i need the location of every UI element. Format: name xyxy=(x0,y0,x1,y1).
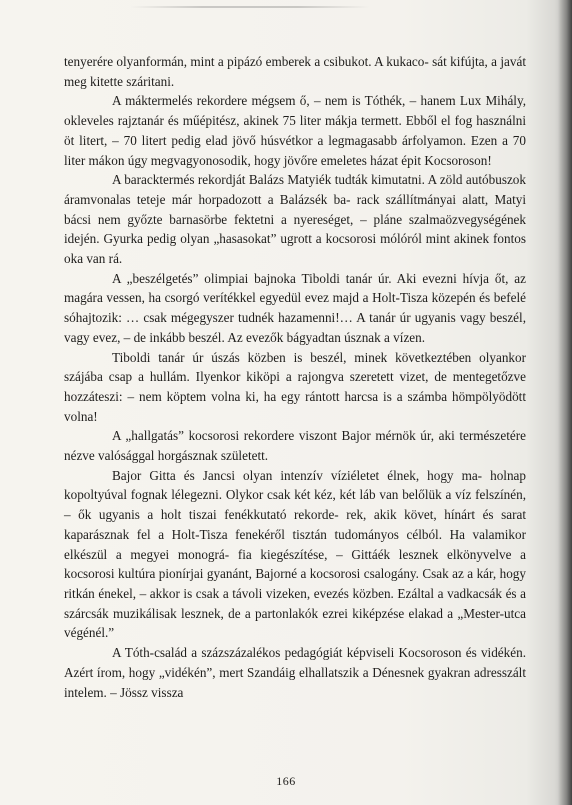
paragraph-5: Tiboldi tanár úr úszás közben is beszél, minek következtében olyankor szájába csap a hullám. Ilyenkor kiköpi a rajongva szeretett vizet, de mentegetőzve hozzáteszi: – nem köptem volna ki, ha egy rántott harcsa is a számba hömpölyödött volna! xyxy=(64,349,526,424)
page-number: 166 xyxy=(276,774,296,788)
paragraph-3: A baracktermés rekordját Balázs Matyiék tudták kimutatni. A zöld autóbuszok áramvonalas teteje már horpadozott a Balázsék ba- rack szállítmányai alatt, Matyi bácsi nem győzte barnasörbe fektetni a nyereséget, – pláne szalmaözvegységének idején. Gyurka pedig olyan „hasasokat” ugrott a kocsorosi mólóról mint akinek fontos oka van rá. xyxy=(64,172,526,267)
paragraph-6: A „hallgatás” kocsorosi rekordere viszont Bajor mérnök úr, aki természetére nézve valósággal horgásznak született. xyxy=(64,428,526,464)
page-binding-shadow xyxy=(558,0,572,805)
paragraph-8: A Tóth-család a százszázalékos pedagógiát képviseli Kocsoroson és vidékén. Azért írom, hogy „vidékén”, mert Szandáig elhallatszik a Dénesnek gyakran adresszált intelem. – Jössz vissza xyxy=(64,645,526,700)
paragraph-4: A „beszélgetés” olimpiai bajnoka Tiboldi tanár úr. Aki evezni hívja őt, az magára vessen, ha csorgó verítékkel egyedül evez majd a Holt-Tisza közepén és befelé sóhajtozik: … csak mégegyszer tudnék hazamenni!… A tanár úr ugyanis vagy beszél, vagy evez, – de inkább beszél. Az evezők bágyadtan úsznak a vízen. xyxy=(64,270,526,345)
paragraph-7: Bajor Gitta és Jancsi olyan intenzív víziéletet élnek, hogy ma- holnap kopoltyúval fognak lélegezni. Olykor csak két kéz, két láb van belőlük a víz felszínén, – ők ugyanis a holt tiszai fenékkutató rekorde- rek, akik követ, hínárt és sarat kaparásznak fel a Holt-Tisza fenekéről tisztán tudományos célból. Ha valamikor elkészül a megyei monográ- fia kiegészítése, – Gittáék lesznek elkönyvelve a kocsorosi kultúra pionírjai gyanánt, Bajorné a kocsorosi csalogány. Csak az a kár, hogy ritkán énekel, – akkor is csak a távoli vizeken, evezés közben. Ezáltal a vadkacsák és a szárcsák muzikálisak lesznek, de a partonlakók ezrei kiképzése elakad a „Mester-utca végénél.” xyxy=(64,467,526,641)
paragraph-1: tenyerére olyanformán, mint a pipázó emberek a csibukot. A kukaco- sát kifújta, a javát meg kitette száritani. xyxy=(64,54,526,89)
body-text xyxy=(64,52,526,702)
top-scan-mark xyxy=(130,6,370,8)
paragraph-2: A máktermelés rekordere mégsem ő, – nem is Tóthék, – hanem Lux Mihály, okleveles rajztanár és műépitész, akinek 75 liter mákja termett. Ebből el fog használni öt litert, – 70 litert pedig elad jövő húsvétkor a legmagasabb árfolyamon. Ezen a 70 liter mákon úgy megvagyonosodik, hogy jövőre emeletes házat épit Kocsoroson! xyxy=(64,93,526,168)
